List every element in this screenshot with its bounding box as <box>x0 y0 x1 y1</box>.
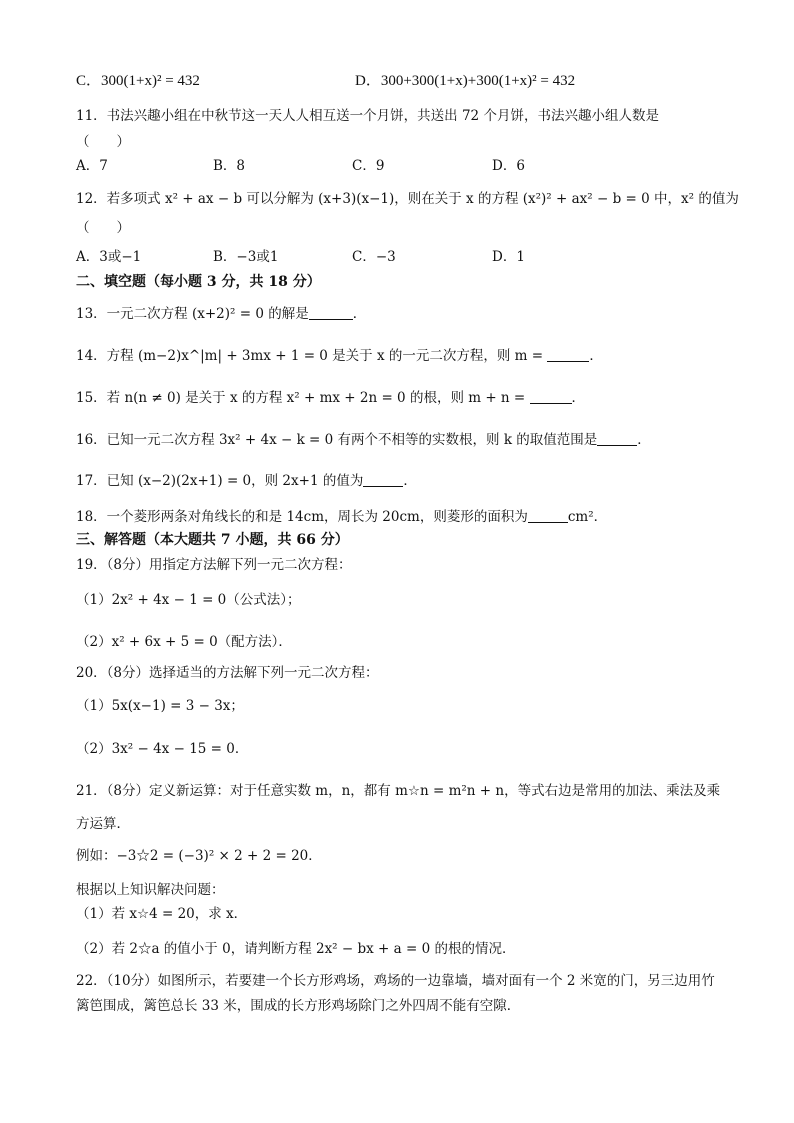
q21-part-2: （2）若 2☆a 的值小于 0，请判断方程 2x² − bx + a = 0 的根的情况． <box>76 941 516 957</box>
q13 <box>76 305 366 323</box>
q20-part-1: （1）5x(x−1) = 3 − 3x； <box>76 698 244 714</box>
q12-option-b: B．−3或1 <box>213 249 279 265</box>
q16-end: ． <box>637 432 651 448</box>
q15 <box>76 389 585 407</box>
q11-option-d: D．6 <box>492 158 525 174</box>
q16-answer-blank[interactable] <box>597 431 637 446</box>
q21-example: 例如：−3☆2 = (−3)² × 2 + 2 = 20． <box>76 848 322 864</box>
q18-end: cm²． <box>567 509 608 525</box>
q15-answer-blank[interactable] <box>530 389 572 404</box>
q15-end: ． <box>571 390 586 406</box>
q17 <box>76 472 417 490</box>
q12-text: 12．若多项式 x² + ax − b 可以分解为 (x+3)(x−1)，则在关于 x 的方程 (x²)² + ax² − b = 0 中，x² 的值为 <box>76 191 739 207</box>
q19-part-1: （1）2x² + 4x − 1 = 0（公式法）； <box>76 592 301 608</box>
q14 <box>76 347 603 365</box>
q20-part-2: （2）3x² − 4x − 15 = 0． <box>76 741 249 757</box>
q10-option-d: D．300+300(1+x)+300(1+x)² = 432 <box>355 73 576 89</box>
q13-text: 13．一元二次方程 (x+2)² = 0 的解是 <box>76 306 309 322</box>
q12-option-a: A．3或−1 <box>76 249 142 265</box>
q16 <box>76 431 651 449</box>
q21-title-continued: 方运算． <box>76 816 130 832</box>
q11-text: 11．书法兴趣小组在中秋节这一天人人相互送一个月饼，共送出 72 个月饼，书法兴趣小组人数是 <box>76 108 659 124</box>
q12-option-c: C．−3 <box>352 249 396 265</box>
q18 <box>76 508 607 526</box>
q18-answer-blank[interactable] <box>528 508 568 523</box>
q22-line-2: 篱笆围成，篱笆总长 33 米，围成的长方形鸡场除门之外四周不能有空隙． <box>76 998 521 1014</box>
q16-text: 16．已知一元二次方程 3x² + 4x − k = 0 有两个不相等的实数根，则 k 的取值范围是 <box>76 432 598 448</box>
q11-paren: （ ） <box>76 134 130 150</box>
q12-option-d: D．1 <box>492 249 525 265</box>
q14-text: 14．方程 (m−2)x^|m| + 3mx + 1 = 0 是关于 x 的一元二次方程，则 m = <box>76 348 544 364</box>
q21-part-1: （1）若 x☆4 = 20，求 x． <box>76 906 248 922</box>
q13-answer-blank[interactable] <box>309 305 353 320</box>
q22-line-1: 22．（10分）如图所示，若要建一个长方形鸡场，鸡场的一边靠墙，墙对面有一个 2 米宽的门，另三边用竹 <box>76 973 715 989</box>
section-2-heading: 二、填空题（每小题 3 分，共 18 分） <box>76 274 321 290</box>
q18-text: 18．一个菱形两条对角线长的和是 14cm，周长为 20cm，则菱形的面积为 <box>76 509 528 525</box>
q11-option-c: C．9 <box>352 158 385 174</box>
q19-title: 19．（8分）用指定方法解下列一元二次方程： <box>76 557 352 573</box>
q21-title: 21．（8分）定义新运算：对于任意实数 m，n，都有 m☆n = m²n + n，等式右边是常用的加法、乘法及乘 <box>76 783 721 799</box>
section-3-heading: 三、解答题（本大题共 7 小题，共 66 分） <box>76 532 349 548</box>
q10-option-c: C．300(1+x)² = 432 <box>76 73 200 89</box>
q21-intro: 根据以上知识解决问题： <box>76 882 225 898</box>
q17-text: 17．已知 (x−2)(2x+1) = 0，则 2x+1 的值为 <box>76 473 364 489</box>
q17-answer-blank[interactable] <box>363 472 403 487</box>
q20-title: 20．（8分）选择适当的方法解下列一元二次方程： <box>76 665 379 681</box>
q15-text: 15．若 n(n ≠ 0) 是关于 x 的方程 x² + mx + 2n = 0 的根，则 m + n = <box>76 390 526 406</box>
q19-part-2: （2）x² + 6x + 5 = 0（配方法）． <box>76 634 292 650</box>
q12-paren: （ ） <box>76 220 130 236</box>
q14-end: ． <box>589 348 603 364</box>
q13-end: ． <box>352 306 367 322</box>
q11-option-a: A．7 <box>76 158 108 174</box>
q17-end: ． <box>403 473 417 489</box>
q14-answer-blank[interactable] <box>547 347 589 362</box>
q11-option-b: B．8 <box>213 158 246 174</box>
